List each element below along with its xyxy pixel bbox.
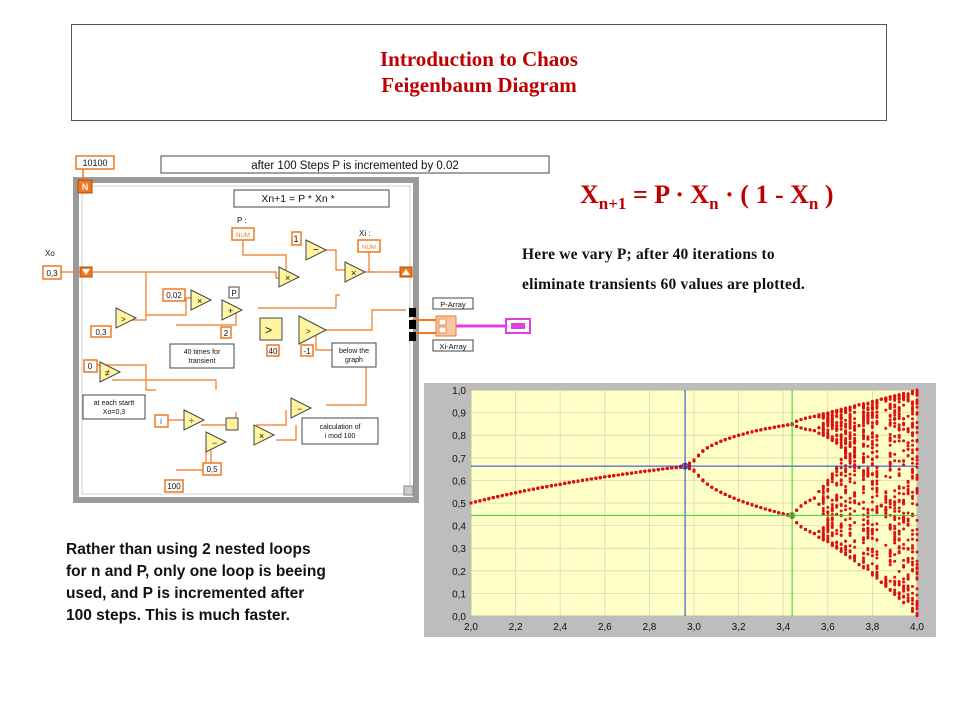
title-box (71, 24, 887, 121)
data-point (826, 429, 829, 432)
loop-count-text: 10100 (82, 158, 108, 168)
data-point (795, 509, 798, 512)
y-tick-label: 0,0 (452, 612, 466, 623)
data-point (813, 532, 816, 535)
data-point (809, 428, 812, 431)
x-tick-label: 4,0 (910, 622, 924, 633)
data-point (545, 485, 548, 488)
data-point (733, 435, 736, 438)
y-tick-label: 0,4 (452, 521, 466, 533)
data-point (568, 481, 571, 484)
const-40-text: 40 (268, 347, 278, 356)
data-point (822, 507, 825, 510)
const-1-text: 1 (293, 234, 299, 244)
data-point (719, 440, 722, 443)
data-point (715, 442, 718, 445)
data-point (643, 470, 646, 473)
data-point (733, 497, 736, 500)
resize-handle[interactable] (404, 486, 413, 495)
data-point (822, 529, 825, 532)
data-point (751, 430, 754, 433)
banner-text: after 100 Steps P is incremented by 0.02 (251, 160, 459, 172)
const-0-text: 0 (87, 362, 93, 371)
data-point (639, 470, 642, 473)
data-point (710, 486, 713, 489)
data-point (621, 473, 624, 476)
data-point (728, 437, 731, 440)
data-point (822, 489, 825, 492)
const-minus1-text: -1 (303, 347, 311, 356)
tunnel-top (409, 308, 416, 317)
data-point (822, 538, 825, 541)
data-point (701, 479, 704, 482)
data-point (492, 496, 495, 499)
data-point (536, 487, 539, 490)
data-point (826, 540, 829, 543)
page-subtitle: Feigenbaum Diagram (381, 73, 577, 97)
data-point (657, 468, 660, 471)
x-tick-label: 2,0 (464, 622, 478, 633)
data-point (715, 488, 718, 491)
data-point (550, 484, 553, 487)
data-point (786, 423, 789, 426)
data-point (826, 496, 829, 499)
data-point (563, 482, 566, 485)
data-point (822, 512, 825, 515)
data-point (590, 478, 593, 481)
data-point (764, 508, 767, 511)
y-tick-label: 0,5 (452, 499, 466, 510)
data-point (804, 428, 807, 431)
data-point (795, 420, 798, 423)
data-point (501, 494, 504, 497)
x-tick-label: 2,8 (642, 622, 657, 633)
data-point (773, 426, 776, 429)
y-tick-label: 0,7 (452, 453, 466, 465)
data-point (826, 506, 829, 509)
data-point (541, 486, 544, 489)
data-point (528, 489, 531, 492)
data-point (608, 475, 611, 478)
p-tag-text: P (231, 289, 237, 298)
data-point (742, 433, 745, 436)
formula-mid: · ( 1 - X (718, 180, 809, 209)
data-point (800, 504, 803, 507)
data-point (822, 533, 825, 536)
comment-mod-text: calculation of i mod 100 (319, 424, 361, 440)
data-point (719, 491, 722, 494)
data-point (768, 427, 771, 430)
x-tick-label: 3,6 (820, 622, 835, 633)
tunnel-bot (409, 332, 416, 341)
data-point (746, 431, 749, 434)
formula-sub-n: n (709, 194, 719, 214)
xi-num-text: NUM (362, 245, 376, 251)
data-point (701, 449, 704, 452)
data-point (822, 500, 825, 503)
data-point (519, 490, 522, 493)
comment-below-text: below the graph (339, 348, 369, 364)
data-point (795, 521, 798, 524)
data-point (782, 424, 785, 427)
data-point (822, 497, 825, 500)
data-point (724, 438, 727, 441)
data-point (510, 492, 513, 495)
data-point (572, 480, 575, 483)
data-point (487, 497, 490, 500)
data-point (581, 479, 584, 482)
data-point (706, 483, 709, 486)
data-point (737, 434, 740, 437)
data-point (809, 530, 812, 533)
y-tick-label: 1,0 (452, 386, 466, 397)
const-03-text: 0,3 (95, 328, 107, 337)
data-point (693, 468, 696, 471)
const-05-text: 0,5 (206, 465, 218, 474)
n-terminal-text: N (81, 182, 89, 192)
comment-mod (302, 418, 378, 444)
data-point (514, 491, 517, 494)
data-point (813, 415, 816, 418)
data-point (612, 474, 615, 477)
data-point (666, 467, 669, 470)
bifurcation-chart (424, 383, 936, 637)
tunnel-mid (409, 320, 416, 329)
data-point (759, 506, 762, 509)
data-point (809, 499, 812, 502)
y-tick-label: 0,6 (452, 476, 466, 488)
const-2-text: 2 (223, 329, 229, 338)
logistic-formula (580, 180, 834, 214)
data-point (777, 425, 780, 428)
note (66, 539, 386, 627)
note-line: 100 steps. This is much faster. (66, 607, 290, 624)
data-point (603, 475, 606, 478)
data-point (817, 432, 820, 435)
comment-transient-text: 40 times for transient (183, 349, 221, 365)
xi-label: Xi : (359, 229, 371, 238)
description (522, 240, 922, 300)
y-tick-label: 0,1 (452, 589, 466, 601)
description-line: Here we vary P; after 40 iterations to (522, 246, 775, 263)
data-point (809, 416, 812, 419)
data-point (751, 503, 754, 506)
xi-array-label: Xi-Array (439, 342, 467, 351)
y-tick-label: 0,2 (452, 566, 466, 578)
data-point (804, 501, 807, 504)
data-point (759, 428, 762, 431)
data-point (478, 499, 481, 502)
data-point (817, 413, 820, 416)
data-point (710, 444, 713, 447)
data-point (559, 483, 562, 486)
note-line: Rather than using 2 nested loops (66, 541, 311, 558)
data-point (724, 493, 727, 496)
data-point (764, 427, 767, 430)
data-point (630, 472, 633, 475)
data-point (773, 510, 776, 513)
x-tick-label: 3,4 (776, 622, 791, 633)
data-point (697, 475, 700, 478)
p-label: P : (237, 216, 247, 225)
formula-sub-n2: n (808, 194, 819, 214)
round-node (226, 418, 238, 430)
data-point (822, 428, 825, 431)
data-point (737, 499, 740, 502)
data-point (697, 454, 700, 457)
data-point (532, 488, 535, 491)
i-terminal-text: i (160, 417, 162, 426)
p-array-label: P-Array (440, 300, 466, 309)
data-point (474, 500, 477, 503)
formula-eq: = P · X (626, 180, 710, 209)
x-tick-label: 2,4 (553, 622, 568, 633)
const-002-text: 0,02 (166, 291, 182, 300)
data-point (777, 511, 780, 514)
data-point (496, 495, 499, 498)
data-point (822, 433, 825, 436)
comment-start-text: at each startt Xo=0,3 (93, 400, 135, 416)
data-point (728, 495, 731, 498)
y-tick-label: 0,3 (452, 544, 466, 556)
data-point (795, 425, 798, 428)
data-point (817, 536, 820, 539)
data-point (804, 528, 807, 531)
data-point (817, 426, 820, 429)
data-point (768, 509, 771, 512)
x-tick-label: 2,6 (597, 622, 612, 633)
data-point (804, 417, 807, 420)
xo-value: 0,3 (46, 269, 58, 278)
data-point (693, 460, 696, 463)
data-point (826, 524, 829, 527)
data-point (822, 416, 825, 419)
formula-sub-n1: n+1 (598, 194, 627, 214)
page-title: Introduction to Chaos (380, 47, 578, 71)
data-point (652, 469, 655, 472)
note-line: used, and P is incremented after (66, 585, 305, 602)
data-point (800, 525, 803, 528)
data-point (554, 484, 557, 487)
data-point (483, 498, 486, 501)
xo-label: Xo (45, 249, 55, 258)
data-point (755, 429, 758, 432)
data-point (826, 435, 829, 438)
data-point (826, 481, 829, 484)
data-point (800, 427, 803, 430)
data-point (635, 471, 638, 474)
note-line: for n and P, only one loop is beeing (66, 563, 326, 580)
data-point (813, 497, 816, 500)
data-point (822, 424, 825, 427)
x-tick-label: 2,2 (508, 622, 523, 633)
data-point (742, 500, 745, 503)
data-point (822, 487, 825, 490)
data-point (826, 419, 829, 422)
data-point (599, 476, 602, 479)
description-line: eliminate transients 60 values are plotted. (522, 276, 805, 293)
p-num-text: NUM (236, 233, 250, 239)
data-point (822, 413, 825, 416)
data-point (626, 472, 629, 475)
data-point (800, 418, 803, 421)
x-tick-label: 3,8 (865, 622, 880, 633)
formula-x: X (580, 180, 599, 209)
data-point (706, 446, 709, 449)
data-point (813, 429, 816, 432)
data-point (617, 474, 620, 477)
data-point (817, 503, 820, 506)
data-point (670, 466, 673, 469)
data-point (817, 490, 820, 493)
x-tick-label: 3,2 (731, 622, 746, 633)
data-point (577, 480, 580, 483)
data-point (470, 502, 473, 505)
data-point (594, 477, 597, 480)
data-point (755, 505, 758, 508)
y-tick-label: 0,9 (452, 408, 466, 420)
data-point (523, 489, 526, 492)
data-point (746, 502, 749, 505)
data-point (505, 493, 508, 496)
data-point (661, 468, 664, 471)
data-point (586, 478, 589, 481)
const-100-text: 100 (167, 482, 181, 491)
x-tick-label: 3,0 (687, 622, 701, 633)
data-point (826, 521, 829, 524)
data-point (826, 535, 829, 538)
y-tick-label: 0,8 (452, 431, 466, 443)
formula-end: ) (818, 180, 834, 209)
data-point (817, 530, 820, 533)
equation-label-text: Xn+1 = P * Xn * (261, 193, 335, 205)
data-point (648, 469, 651, 472)
